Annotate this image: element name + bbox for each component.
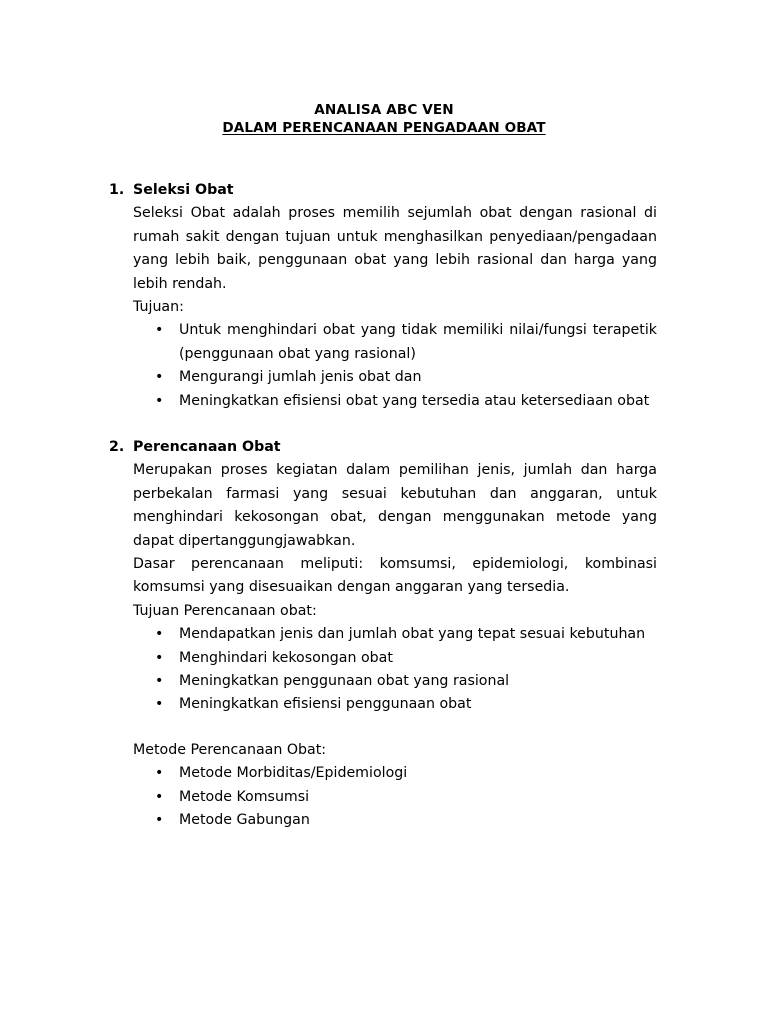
list-label: Metode Perencanaan Obat: <box>133 742 327 758</box>
list-item-text: Untuk menghindari obat yang tidak memiliki nilai/fungsi terapetik (penggunaan obat yang rasional) <box>179 322 657 362</box>
list-item <box>133 762 657 785</box>
section-paragraph: Seleksi Obat adalah proses memilih sejumlah obat dengan rasional di rumah sakit dengan tujuan untuk menghasilkan penyediaan/pengadaan yang lebih baik, penggunaan obat yang lebih rasional dan harga yang lebih rendah. <box>133 205 657 292</box>
list-label: Tujuan: <box>133 299 184 316</box>
document-subtitle: DALAM PERENCANAAN PENGADAAN OBAT <box>222 120 546 136</box>
section-heading <box>0 436 768 459</box>
list-item-text: Metode Komsumsi <box>179 788 310 805</box>
document-header <box>0 101 768 137</box>
section-number: 1. <box>109 182 125 198</box>
list-item-text: Meningkatkan penggunaan obat yang rasional <box>179 673 510 690</box>
list-item <box>133 693 657 716</box>
bullet-icon: • <box>155 812 164 829</box>
list-item <box>133 390 657 413</box>
bullet-list <box>133 762 657 832</box>
list-item <box>133 319 657 366</box>
list-label: Tujuan Perencanaan obat: <box>133 602 317 619</box>
bullet-list <box>133 319 657 413</box>
section-seleksi-obat <box>0 179 768 413</box>
list-item-text: Menghindari kekosongan obat <box>179 649 393 666</box>
section-heading <box>0 179 768 202</box>
section-title: Seleksi Obat <box>133 182 234 198</box>
section-title: Perencanaan Obat <box>133 439 281 455</box>
list-item-text: Mendapatkan jenis dan jumlah obat yang tepat sesuai kebutuhan <box>179 626 646 643</box>
list-item <box>133 366 657 389</box>
list-item-text: Meningkatkan efisiensi obat yang tersedia atau ketersediaan obat <box>179 392 650 409</box>
list-item-text: Mengurangi jumlah jenis obat dan <box>179 369 422 386</box>
list-item <box>133 670 657 693</box>
bullet-icon: • <box>155 322 164 339</box>
section-paragraph: Dasar perencanaan meliputi: komsumsi, epidemiologi, kombinasi komsumsi yang disesuaikan dengan anggaran yang tersedia. <box>133 556 657 596</box>
bullet-icon: • <box>155 392 164 409</box>
section-perencanaan-obat <box>0 436 768 717</box>
bullet-icon: • <box>155 788 164 805</box>
bullet-icon: • <box>155 673 164 690</box>
bullet-icon: • <box>155 696 164 713</box>
bullet-icon: • <box>155 649 164 666</box>
section-number: 2. <box>109 439 125 455</box>
bullet-icon: • <box>155 765 164 782</box>
list-item <box>133 647 657 670</box>
list-item-text: Meningkatkan efisiensi penggunaan obat <box>179 696 472 713</box>
section-paragraph: Merupakan proses kegiatan dalam pemilihan jenis, jumlah dan harga perbekalan farmasi yang sesuai kebutuhan dan anggaran, untuk menghindari kekosongan obat, dengan menggunakan metode yang dapat dipertanggungjawabkan. <box>133 462 657 549</box>
bullet-list <box>133 623 657 717</box>
document-title: ANALISA ABC VEN <box>314 102 454 118</box>
section-metode-perencanaan <box>0 739 768 833</box>
list-item <box>133 809 657 832</box>
bullet-icon: • <box>155 369 164 386</box>
list-item-text: Metode Morbiditas/Epidemiologi <box>179 765 408 782</box>
list-item <box>133 623 657 646</box>
list-item <box>133 786 657 809</box>
bullet-icon: • <box>155 626 164 643</box>
list-item-text: Metode Gabungan <box>179 812 310 829</box>
